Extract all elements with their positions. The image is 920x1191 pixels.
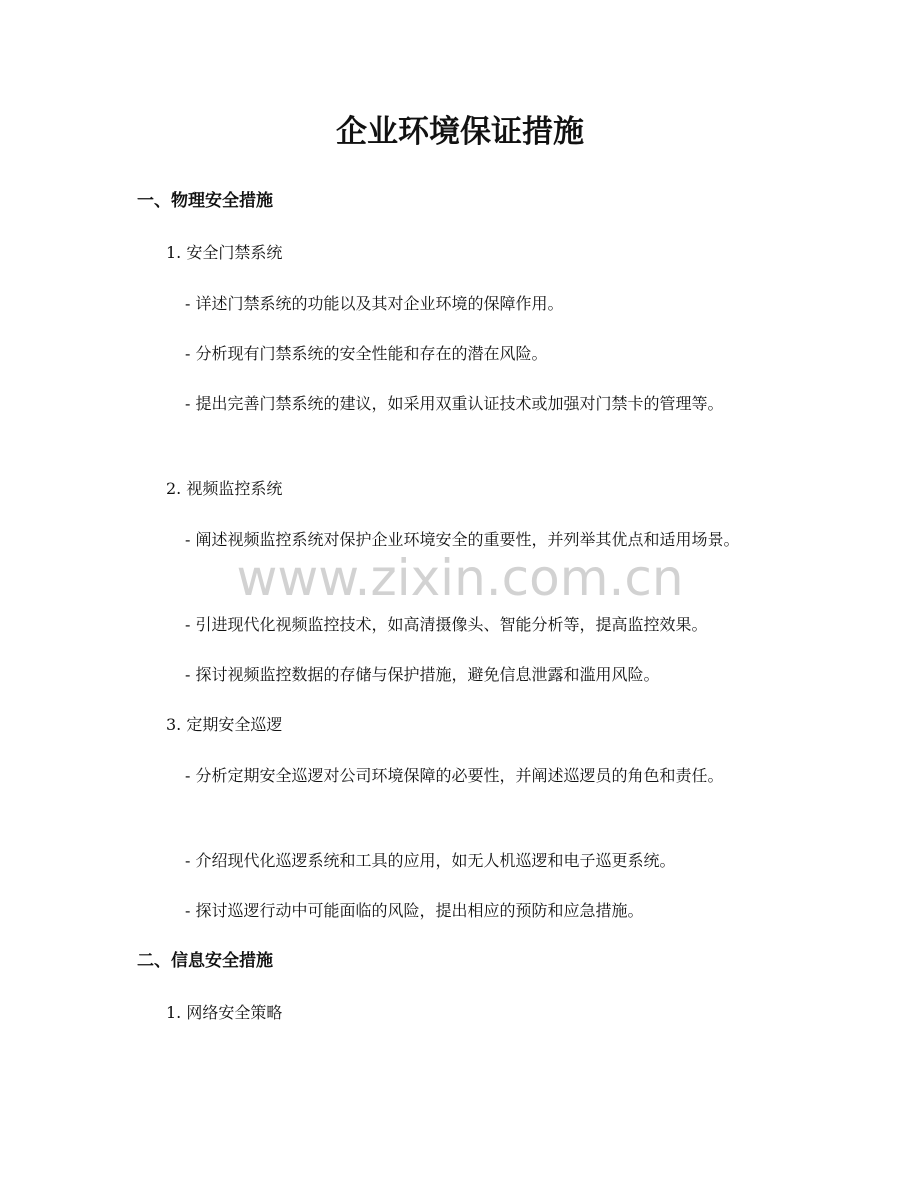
bullet-security-patrol-1: - 分析定期安全巡逻对公司环境保障的必要性，并阐述巡逻员的角色和责任。: [185, 766, 724, 785]
bullet-access-control-1: - 详述门禁系统的功能以及其对企业环境的保障作用。: [185, 294, 564, 313]
bullet-access-control-3: - 提出完善门禁系统的建议，如采用双重认证技术或加强对门禁卡的管理等。: [185, 394, 724, 413]
watermark: www.zixin.com.cn: [236, 549, 684, 607]
section-heading-information-security: 二、信息安全措施: [137, 951, 273, 971]
item-security-patrol: 3. 定期安全巡逻: [166, 715, 283, 734]
document-title: 企业环境保证措施: [336, 114, 584, 150]
item-video-surveillance: 2. 视频监控系统: [166, 479, 283, 498]
item-access-control: 1. 安全门禁系统: [166, 243, 283, 262]
bullet-access-control-2: - 分析现有门禁系统的安全性能和存在的潜在风险。: [185, 344, 548, 363]
section-heading-physical-security: 一、物理安全措施: [137, 191, 273, 211]
bullet-video-surveillance-1: - 阐述视频监控系统对保护企业环境安全的重要性，并列举其优点和适用场景。: [185, 530, 740, 549]
bullet-security-patrol-2: - 介绍现代化巡逻系统和工具的应用，如无人机巡逻和电子巡更系统。: [185, 851, 676, 870]
bullet-security-patrol-3: - 探讨巡逻行动中可能面临的风险，提出相应的预防和应急措施。: [185, 901, 644, 920]
bullet-video-surveillance-2: - 引进现代化视频监控技术，如高清摄像头、智能分析等，提高监控效果。: [185, 615, 708, 634]
item-network-security-policy: 1. 网络安全策略: [166, 1003, 283, 1022]
bullet-video-surveillance-3: - 探讨视频监控数据的存储与保护措施，避免信息泄露和滥用风险。: [185, 665, 660, 684]
